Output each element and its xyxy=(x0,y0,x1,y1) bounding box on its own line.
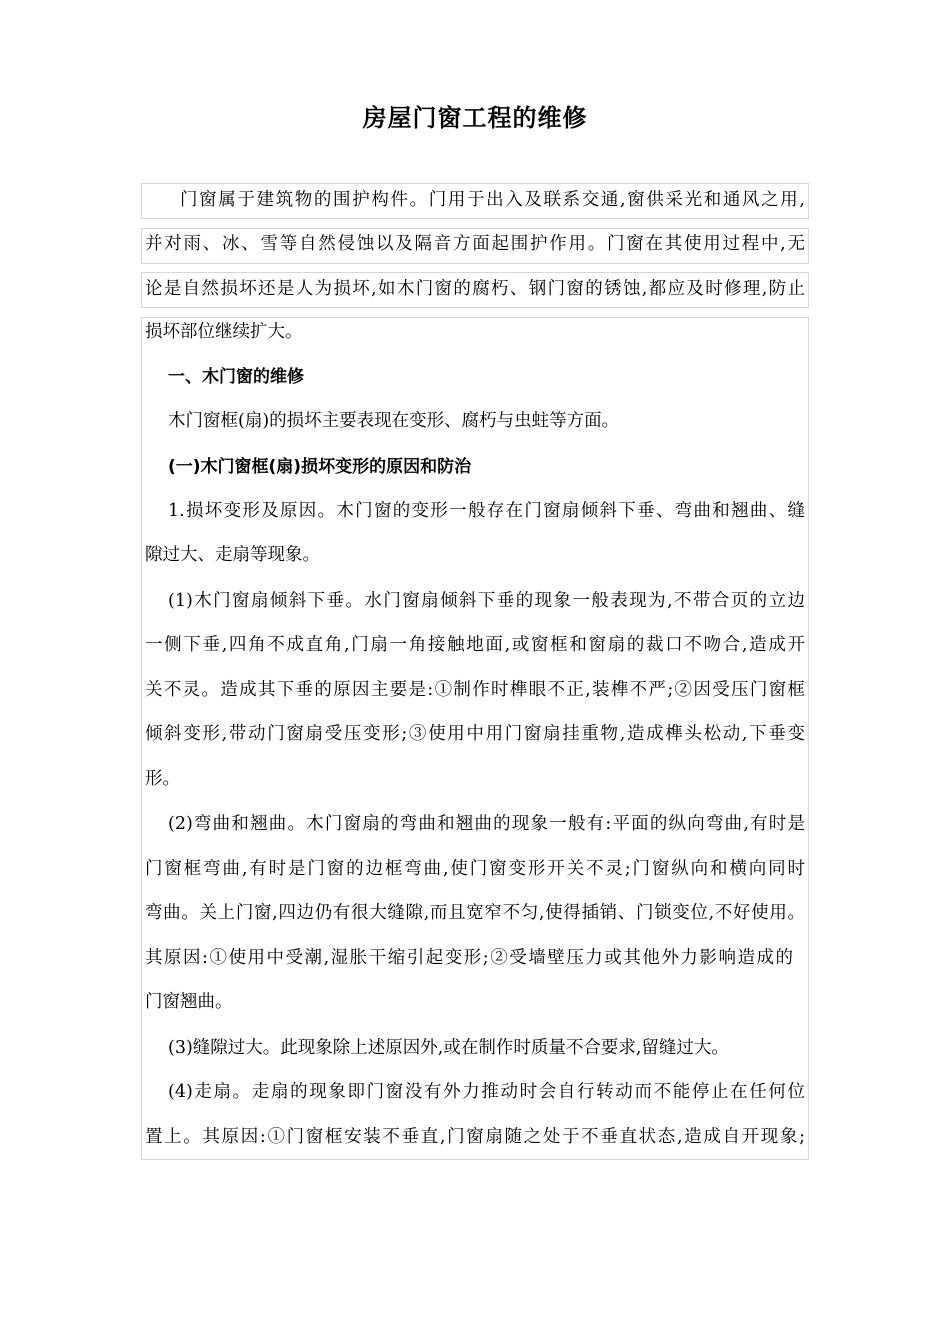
paragraph-line: 门窗属于建筑物的围护构件。门用于出入及联系交通,窗供采光和通风之用, xyxy=(180,190,805,210)
paragraph-line: 置上。其原因:①门窗框安装不垂直,门窗扇随之处于不垂直状态,造成自开现象; xyxy=(145,1127,805,1147)
paragraph-line: 弯曲。关上门窗,四边仍有很大缝隙,而且宽窄不匀,使得插销、门锁变位,不好使用。 xyxy=(145,903,805,923)
paragraph-line: 并对雨、冰、雪等自然侵蚀以及隔音方面起围护作用。门窗在其使用过程中,无 xyxy=(145,234,805,254)
paragraph-line: 论是自然损坏还是人为损坏,如木门窗的腐朽、钢门窗的锈蚀,都应及时修理,防止 xyxy=(145,279,805,299)
paragraph-line: (1)木门窗扇倾斜下垂。水门窗扇倾斜下垂的现象一般表现为,不带合页的立边 xyxy=(168,591,805,611)
paragraph-line: 门窗框弯曲,有时是门窗的边框弯曲,使门窗变形开关不灵;门窗纵向和横向同时 xyxy=(145,859,805,879)
paragraph-line: 其原因:①使用中受潮,湿胀干缩引起变形;②受墙壁压力或其他外力影响造成的 xyxy=(145,948,793,968)
document-title: 房屋门窗工程的维修 xyxy=(362,103,588,132)
paragraph-line: 倾斜变形,带动门窗扇受压变形;③使用中用门窗扇挂重物,造成榫头松动,下垂变 xyxy=(145,724,805,744)
section-heading: 一、木门窗的维修 xyxy=(168,367,304,387)
subsection-heading: (一)木门窗框(扇)损坏变形的原因和防治 xyxy=(168,457,472,477)
paragraph-line: (3)缝隙过大。此现象除上述原因外,或在制作时质量不合要求,留缝过大。 xyxy=(168,1038,729,1058)
paragraph-line: 关不灵。造成其下垂的原因主要是:①制作时榫眼不正,装榫不严;②因受压门窗框 xyxy=(145,680,805,700)
paragraph-line: 1.损坏变形及原因。木门窗的变形一般存在门窗扇倾斜下垂、弯曲和翘曲、缝 xyxy=(168,501,805,521)
paragraph-line: 隙过大、走扇等现象。 xyxy=(145,545,320,565)
paragraph-line: 门窗翘曲。 xyxy=(145,992,233,1012)
paragraph-line: 一侧下垂,四角不成直角,门扇一角接触地面,或窗框和窗扇的裁口不吻合,造成开 xyxy=(145,635,805,655)
paragraph-line: (4)走扇。走扇的现象即门窗没有外力推动时会自行转动而不能停止在任何位 xyxy=(168,1082,805,1102)
paragraph-line: 损坏部位继续扩大。 xyxy=(145,322,303,342)
paragraph-line: 形。 xyxy=(145,769,180,789)
paragraph-line: 木门窗框(扇)的损坏主要表现在变形、腐朽与虫蛀等方面。 xyxy=(168,411,620,431)
paragraph-line: (2)弯曲和翘曲。木门窗扇的弯曲和翘曲的现象一般有:平面的纵向弯曲,有时是 xyxy=(168,814,805,834)
